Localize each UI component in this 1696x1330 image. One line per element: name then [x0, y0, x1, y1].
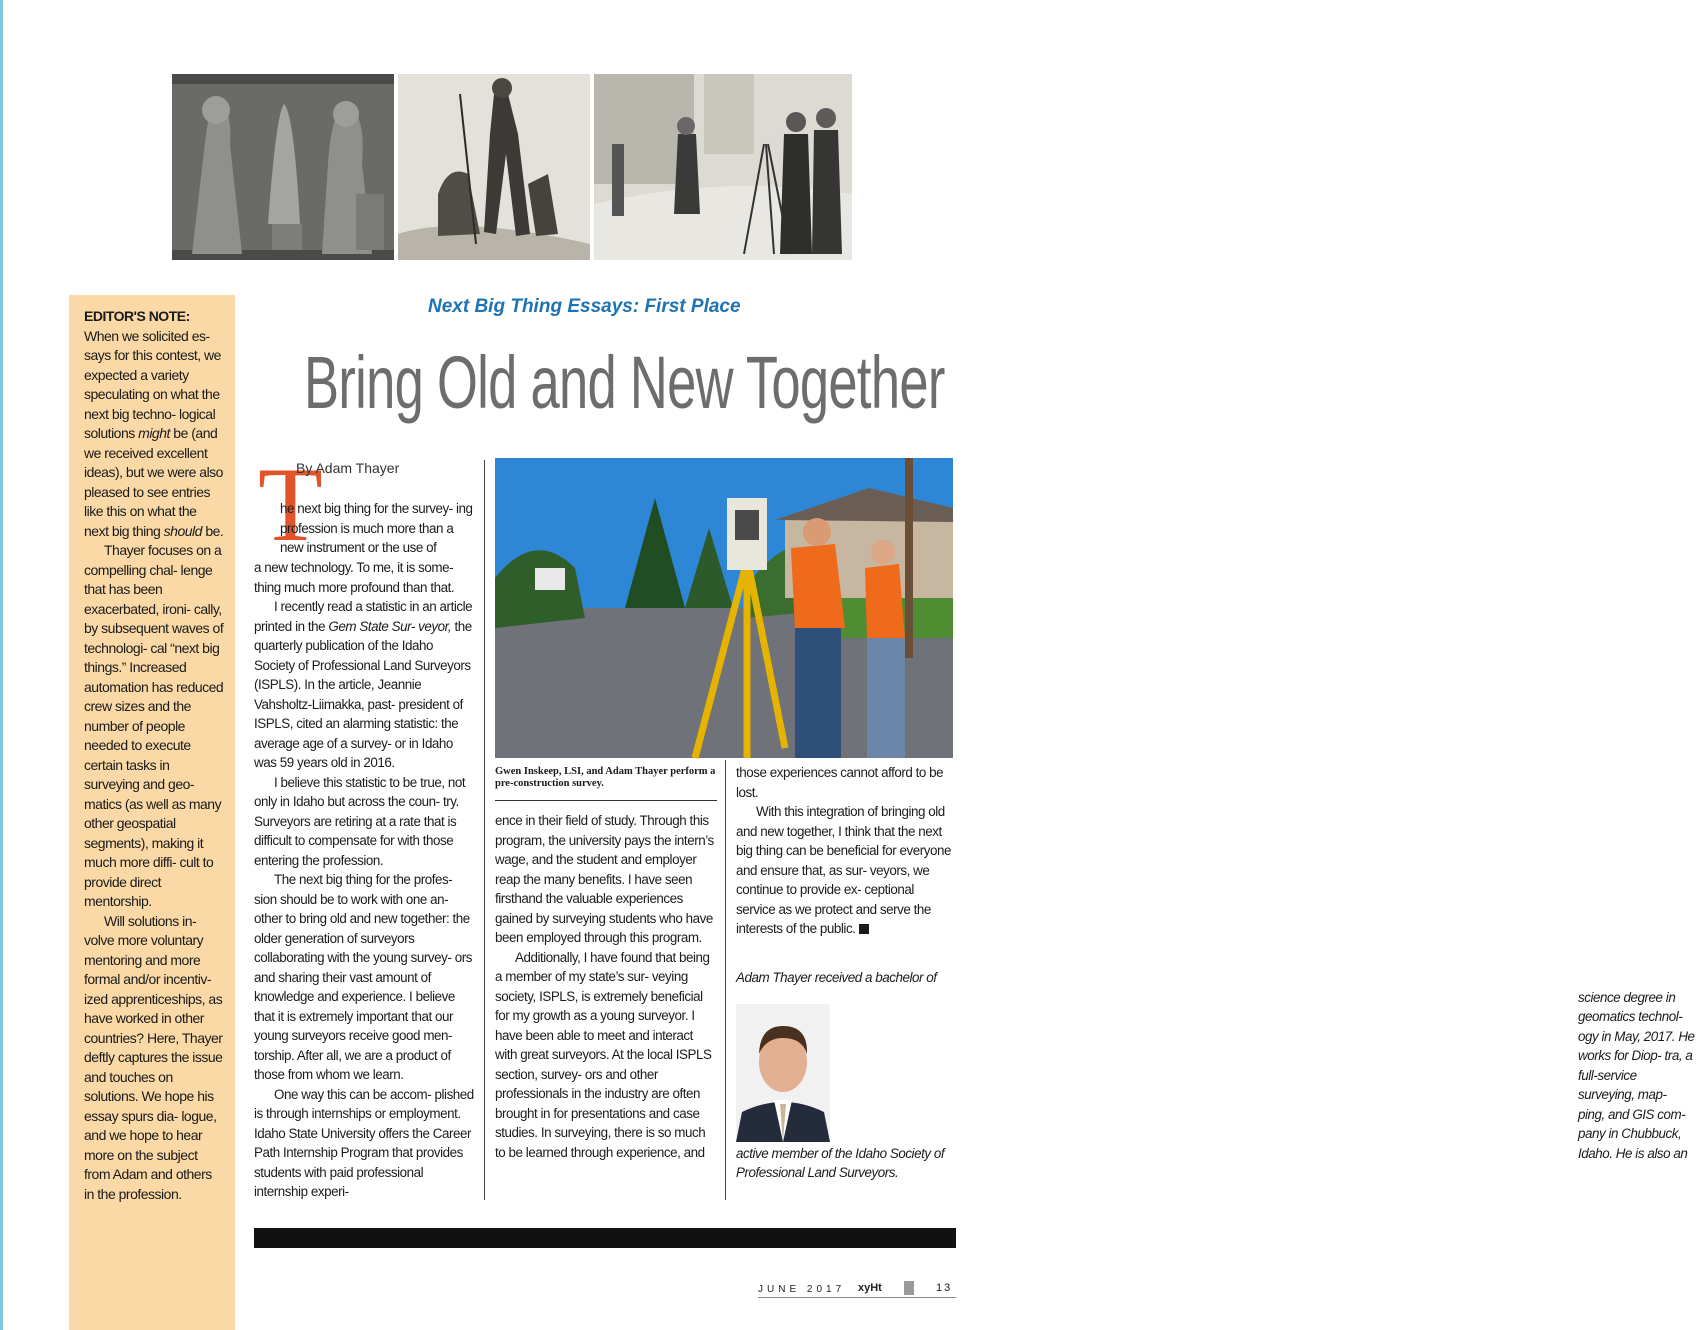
body-para: One way this can be accom- plished is through internships or employment. Idaho State University offers the Career Path Internship Program that provides students with paid professional internship experi- — [254, 1086, 474, 1199]
photo-caption: Gwen Inskeep, LSI, and Adam Thayer perform a pre-construction survey. — [495, 766, 716, 789]
article-kicker: Next Big Thing Essays: First Place — [428, 296, 741, 317]
editors-note — [84, 307, 224, 1204]
article-headline: Bring Old and New Together — [304, 341, 945, 424]
engraving-image — [398, 74, 590, 260]
body-para: those experiences cannot afford to be lost. — [736, 765, 944, 800]
editors-note-heading: EDITOR'S NOTE: — [84, 308, 190, 324]
folio-box — [904, 1281, 914, 1295]
folio-magazine: xyHt — [858, 1282, 882, 1294]
article-column-3 — [736, 763, 956, 939]
end-mark-icon — [859, 924, 869, 934]
body-para: The next big thing for the profes- sion should be to work with one an- other to bring old and new together: the older generation of surveyors collaborating with the young survey- ors and sharing their vast amount of knowledge and experience. I believe that it is extremely important that our young surveyors receive good men- torship. After all, we are a product of those from whom we learn. — [254, 872, 472, 1082]
byline: By Adam Thayer — [296, 460, 400, 476]
editors-note-para-1: When we solicited es- says for this contest, we expected a variety speculating on what the next big techno- logical solutions might be (and we received excellent ideas), but we were also pleased to see entries like this on what the next big thing should be. — [84, 327, 224, 539]
lead-text: he next big thing for the survey- ing profession is much more than a new instrument or the use of — [280, 501, 473, 555]
footer-black-bar — [254, 1228, 956, 1248]
drop-cap: T — [258, 446, 323, 563]
body-para: I believe this statistic to be true, not only in Idaho but across the coun- try. Surveyors are retiring at a rate that is difficult to compensate for with those entering the profession. — [254, 774, 466, 868]
column-divider — [484, 460, 485, 1200]
article-column-1 — [254, 558, 476, 1202]
editors-note-para-3: Will solutions in- volve more voluntary mentoring and more formal and/or incentiv- ized apprenticeships, as have worked in other countries? Here, Thayer deftly captures the issue and touches on solutions. We hope his essay spurs dia- logue, and we hope to hear more on the subject from Adam and others in the profession. — [84, 912, 223, 1202]
author-portrait — [736, 1004, 830, 1142]
body-para: Additionally, I have found that being a member of my state’s sur- veying society, ISPLS, is extremely beneficial for my growth as a young surveyor. I have been able to meet and interact with great surveyors. At the local ISPLS section, survey- ors and other professionals in the industry are often brought in for presentations and case studies. In surveying, there is so much to be learned through experience, and — [495, 949, 712, 1160]
author-bio — [736, 968, 1695, 1180]
article-lead — [280, 499, 476, 558]
column-divider — [725, 760, 726, 1200]
bio-line-bottom: active member of the Idaho Society of Professional Land Surveyors. — [736, 1145, 945, 1180]
article-column-2 — [495, 811, 717, 1162]
bio-wrap-text: science degree in geomatics technol- ogy in May, 2017. He works for Diop- tra, a full-service surveying, map- ping, and GIS com- pany in Chubbuck, Idaho. He is also an — [1578, 989, 1695, 1161]
body-para: ence in their field of study. Through this program, the university pays the intern’s wage, and the student and employer reap the many benefits. I have seen firsthand the valuable experiences gained by surveying students who have been employed through this program. — [495, 813, 714, 945]
survey-crew-photo — [495, 458, 953, 758]
relief-image — [172, 74, 394, 260]
page-number: 13 — [936, 1282, 953, 1294]
bio-line-top: Adam Thayer received a bachelor of — [736, 970, 937, 985]
body-para: With this integration of bringing old and new together, I think that the next big thing can be beneficial for everyone and ensure that, as sur- veyors, we continue to provide ex- ceptional service as we protect and serve the interests of the public. — [736, 804, 952, 936]
editors-note-para-2: Thayer focuses on a compelling chal- lenge that has been exacerbated, ironi- cally, by subsequent waves of technologi- cal “next big things.” Increased automation has reduced crew sizes and the number of people needed to execute certain tasks in surveying and geo- matics (as well as many other geospatial segments), making it much more diffi- cult to provide direct mentorship. — [84, 542, 224, 909]
folio-date: JUNE 2017 — [758, 1284, 846, 1295]
body-para: I recently read a statistic in an article printed in the Gem State Sur- veyor, the quarterly publication of the Idaho Society of Professional Land Surveyors (ISPLS). In the article, Jeannie Vahsholtz-Liimakka, past- president of ISPLS, cited an alarming statistic: the average age of a survey- or in Idaho was 59 years old in 2016. — [254, 599, 473, 770]
folio-rule — [758, 1297, 956, 1298]
historic-survey-photo — [594, 74, 852, 260]
caption-rule — [495, 800, 717, 801]
body-para: a new technology. To me, it is some- thing much more profound than that. — [254, 560, 455, 595]
page-edge-line — [0, 0, 3, 1330]
